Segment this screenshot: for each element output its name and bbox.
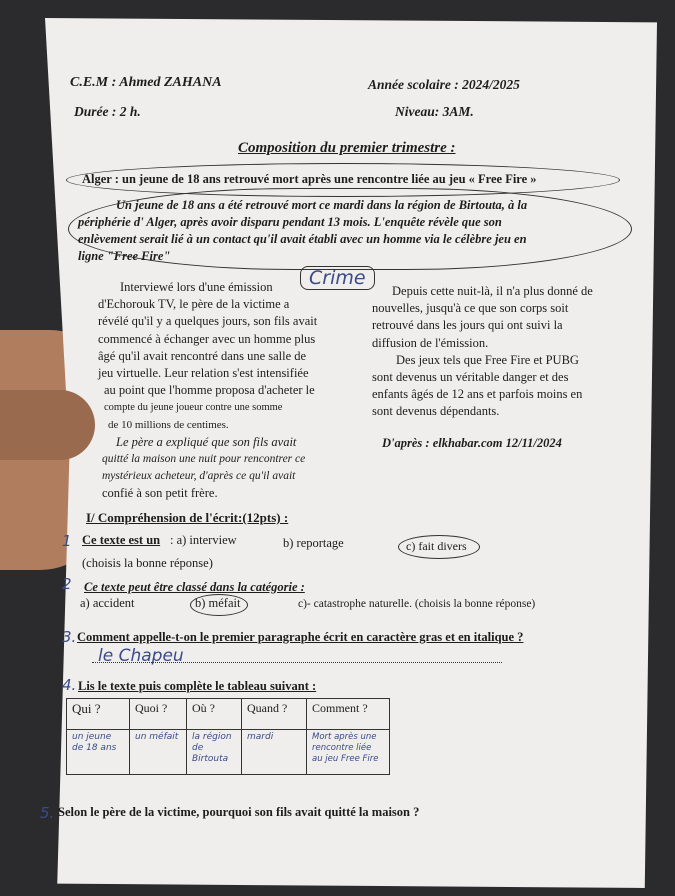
question-number: 4. bbox=[62, 676, 77, 694]
text-line: Des jeux tels que Free Fire et PUBG bbox=[396, 352, 579, 367]
exam-title: Composition du premier trimestre : bbox=[238, 140, 456, 156]
section-title: I/ Compréhension de l'écrit:(12pts) : bbox=[86, 510, 289, 525]
text-line: Interviewé lors d'une émission bbox=[120, 280, 273, 294]
text-line: mystérieux acheteur, d'après ce qu'il avait bbox=[102, 470, 296, 483]
header-cell: Qui ? bbox=[67, 699, 130, 730]
question-number: 1 bbox=[62, 532, 72, 550]
text-line: au point que l'homme proposa d'acheter le bbox=[104, 383, 315, 398]
text-line: confié à son petit frère. bbox=[102, 486, 218, 501]
q2-label: Ce texte peut être classé dans la catégorie : bbox=[84, 580, 305, 594]
answer-cell[interactable]: la région de Birtouta bbox=[187, 730, 242, 775]
header-cell: Comment ? bbox=[307, 699, 390, 730]
lead-line: ligne "Free Fire" bbox=[78, 249, 171, 263]
header-cell: Où ? bbox=[187, 699, 242, 730]
text-line: compte du jeune joueur contre une somme bbox=[104, 402, 283, 414]
q2-option-c[interactable]: c)- catastrophe naturelle. (choisis la bonne réponse) bbox=[298, 598, 536, 610]
q1-label: Ce texte est un bbox=[82, 533, 161, 547]
article-right-column bbox=[372, 283, 642, 421]
answer-line bbox=[92, 662, 502, 663]
table-row bbox=[67, 730, 390, 775]
q3-handwritten-answer: le Chapeu bbox=[98, 646, 184, 666]
text-line: sont devenus un véritable danger et des bbox=[372, 370, 569, 385]
text-line: enfants âgés de 12 ans et parfois moins en bbox=[372, 387, 583, 402]
article-left-column bbox=[98, 279, 368, 503]
text-line: jeu virtuelle. Leur relation s'est intensifiée bbox=[98, 366, 309, 381]
duration: Durée : 2 h. bbox=[74, 104, 141, 119]
header-cell: Quand ? bbox=[242, 699, 307, 730]
text-line: diffusion de l'émission. bbox=[372, 335, 489, 350]
level: Niveau: 3AM. bbox=[395, 104, 474, 119]
answer-cell[interactable]: un méfait bbox=[130, 730, 187, 775]
table-header-row bbox=[67, 699, 390, 730]
text-line: sont devenus dépendants. bbox=[372, 404, 500, 419]
handwritten-crime: Crime bbox=[300, 266, 375, 290]
lead-line: périphérie d' Alger, après avoir disparu pendant 13 mois. L'enquête révèle que son bbox=[78, 215, 502, 229]
text-line: d'Echorouk TV, le père de la victime a bbox=[98, 297, 290, 312]
answer-cell[interactable]: mardi bbox=[242, 730, 307, 775]
question-number: 5. bbox=[40, 804, 55, 822]
answer-cell[interactable]: Mort après une rencontre liée au jeu Free Fire bbox=[307, 730, 390, 775]
question-number: 2 bbox=[62, 575, 72, 593]
text-line: révélé qu'il y a quelques jours, son fils avait bbox=[98, 314, 318, 329]
text-line: âgé qu'il avait rencontré dans une salle de bbox=[98, 348, 307, 363]
q4-label: Lis le texte puis complète le tableau suivant : bbox=[78, 679, 317, 693]
header-cell: Quoi ? bbox=[130, 699, 187, 730]
text-line: retrouvé dans les jours qui ont suivi la bbox=[372, 318, 563, 333]
answer-cell[interactable]: un jeune de 18 ans bbox=[67, 730, 130, 775]
school-year: Année scolaire : 2024/2025 bbox=[368, 77, 520, 92]
lead-line: enlèvement serait lié à un contact qu'il avait établi avec un homme via le célèbre jeu en bbox=[78, 232, 527, 246]
article-source: D'après : elkhabar.com 12/11/2024 bbox=[382, 436, 562, 450]
text-line: nouvelles, jusqu'à ce que son corps soit bbox=[372, 301, 569, 316]
q3-label: Comment appelle-t-on le premier paragraphe écrit en caractère gras et en italique ? bbox=[77, 630, 524, 644]
info-table bbox=[66, 698, 390, 775]
q1-option-b[interactable]: b) reportage bbox=[283, 536, 344, 550]
thumb bbox=[0, 390, 95, 460]
q1-option-c[interactable]: c) fait divers bbox=[406, 539, 467, 553]
lead-line: Un jeune de 18 ans a été retrouvé mort ce mardi dans la région de Birtouta, à la bbox=[116, 198, 528, 212]
q5-label: Selon le père de la victime, pourquoi son fils avait quitté la maison ? bbox=[58, 805, 420, 819]
text-line: commencé à échanger avec un homme plus bbox=[98, 331, 316, 346]
school-name: C.E.M : Ahmed ZAHANA bbox=[70, 75, 222, 90]
q1-instruction: (choisis la bonne réponse) bbox=[82, 556, 213, 570]
question-number: 3. bbox=[62, 628, 77, 646]
text-line: de 10 millions de centimes. bbox=[108, 418, 229, 431]
q2-option-b[interactable]: b) méfait bbox=[195, 596, 241, 610]
q2-option-a[interactable]: a) accident bbox=[80, 596, 135, 610]
q1-option-a[interactable]: : a) interview bbox=[170, 533, 237, 547]
text-line: quitté la maison une nuit pour rencontrer ce bbox=[102, 453, 306, 466]
text-line: Depuis cette nuit-là, il n'a plus donné de bbox=[392, 284, 593, 298]
headline: Alger : un jeune de 18 ans retrouvé mort après une rencontre liée au jeu « Free Fire » bbox=[82, 172, 537, 186]
text-line: Le père a expliqué que son fils avait bbox=[116, 434, 297, 449]
